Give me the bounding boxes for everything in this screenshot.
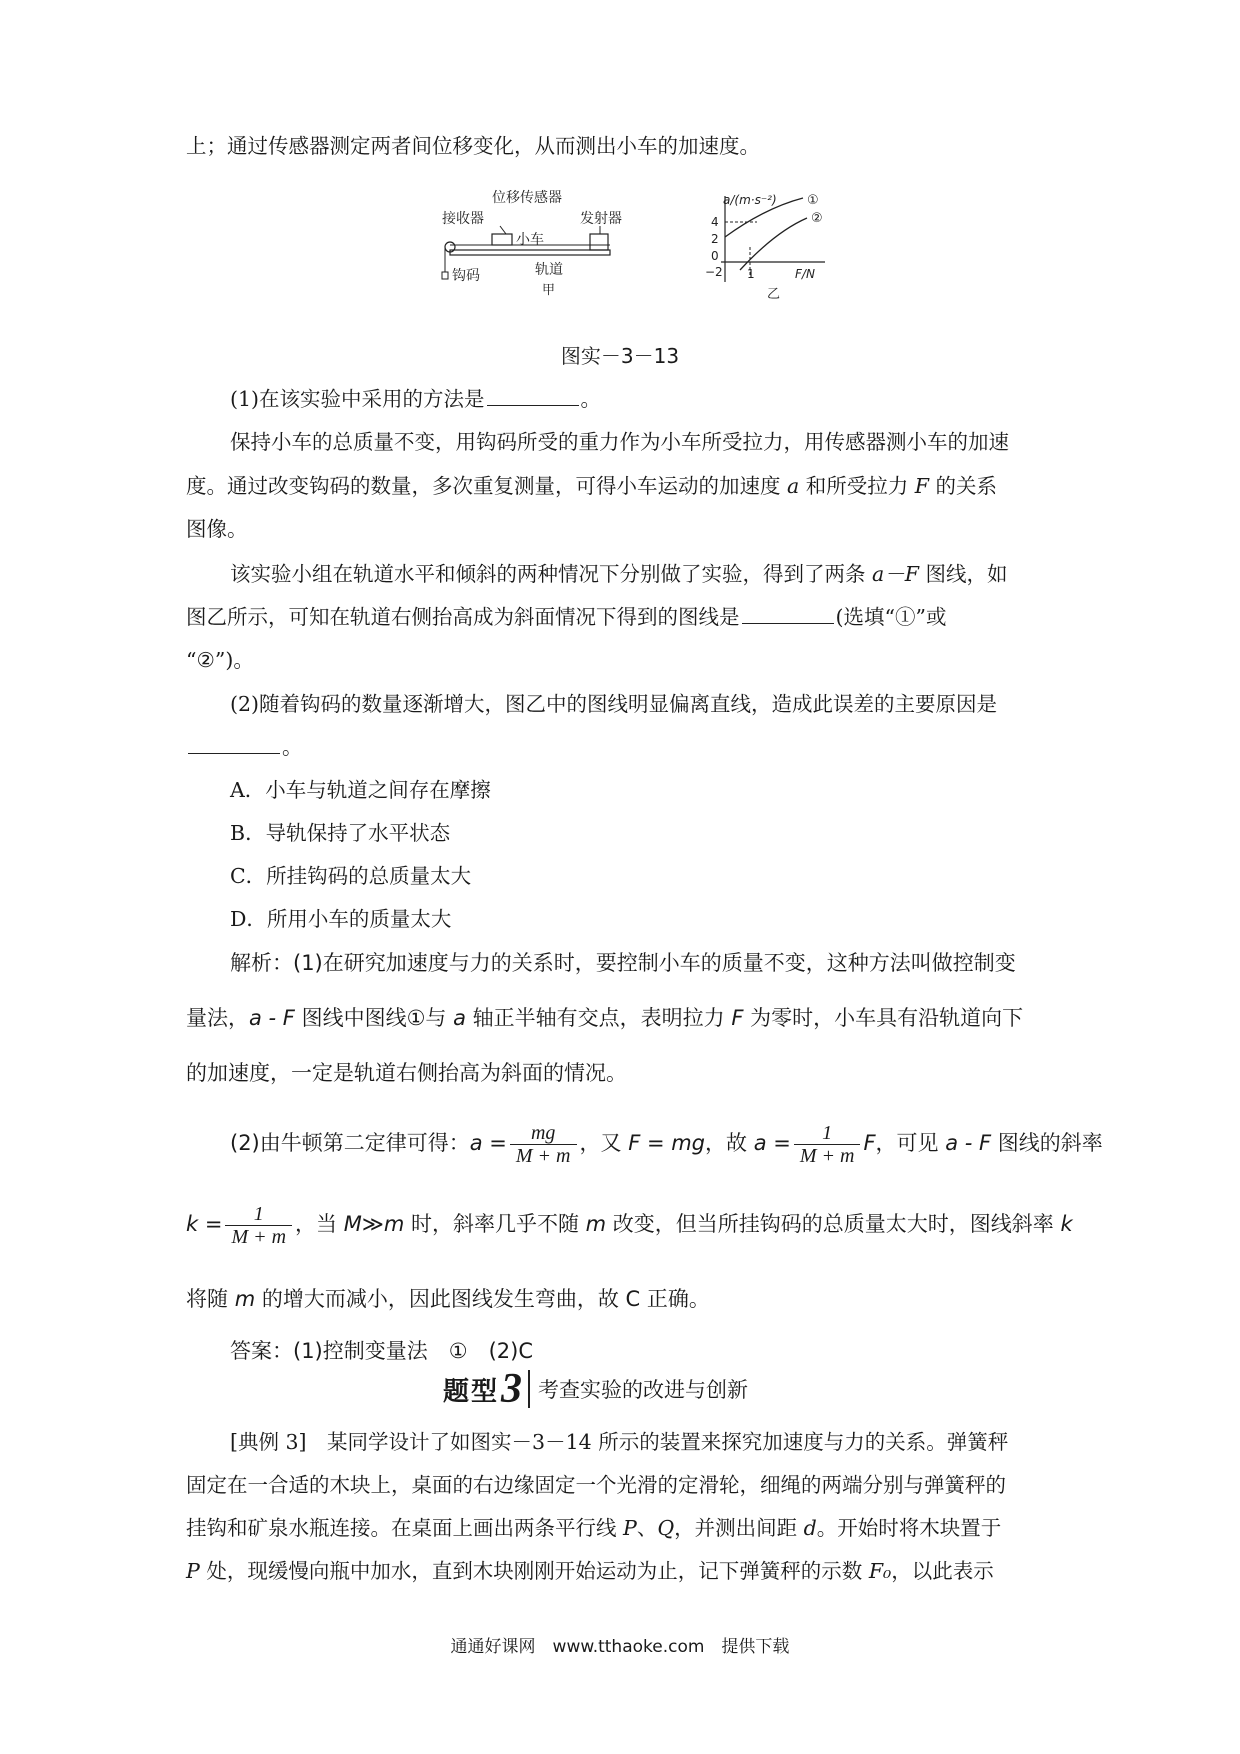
option-d: D．所用小车的质量太大 bbox=[230, 907, 452, 931]
label-track: 轨道 bbox=[535, 262, 563, 278]
solution-line: 解析：(1)在研究加速度与力的关系时，要控制小车的质量不变，这种方法叫做控制变 bbox=[230, 951, 1016, 975]
example-line: [典例 3] 某同学设计了如图实－3－14 所示的装置来探究加速度与力的关系。弹簧秤 bbox=[230, 1430, 1009, 1454]
figure-yi bbox=[695, 192, 845, 304]
fraction: $\frac{1}{M + m}$ bbox=[794, 1122, 861, 1167]
figure-caption: 图实－3－13 bbox=[560, 344, 680, 368]
example-line: 固定在一合适的木块上，桌面的右边缘固定一个光滑的定滑轮，细绳的两端分别与弹簧秤的 bbox=[186, 1473, 1006, 1497]
sub-label-yi: 乙 bbox=[767, 287, 781, 302]
text-line: 上；通过传感器测定两者间位移变化，从而测出小车的加速度。 bbox=[186, 134, 760, 158]
text-line: 度。通过改变钩码的数量，多次重复测量，可得小车运动的加速度 a 和所受拉力 F 的关系 bbox=[186, 474, 998, 498]
tick-0: 0 bbox=[711, 249, 719, 263]
emitter-box bbox=[590, 234, 608, 250]
option-b: B．导轨保持了水平状态 bbox=[230, 821, 451, 845]
tick-4: 4 bbox=[711, 215, 719, 229]
label-receiver: 接收器 bbox=[442, 211, 484, 227]
label-sensor: 位移传感器 bbox=[492, 190, 562, 206]
type-number: 3 bbox=[501, 1366, 523, 1412]
question-1: (1)在该实验中采用的方法是 。 bbox=[230, 387, 602, 411]
answer-blank bbox=[188, 733, 280, 754]
answer-blank bbox=[742, 603, 834, 624]
hook-weight bbox=[442, 272, 448, 279]
text-line: 该实验小组在轨道水平和倾斜的两种情况下分别做了实验，得到了两条 a－F 图线，如 bbox=[230, 562, 1008, 586]
text-line: 保持小车的总质量不变，用钩码所受的重力作为小车所受拉力，用传感器测小车的加速 bbox=[230, 430, 1009, 454]
type-divider bbox=[528, 1370, 530, 1408]
label-hook: 钩码 bbox=[452, 268, 480, 284]
type-title: 考查实验的改进与创新 bbox=[538, 1378, 749, 1402]
solution-line: 量法，a - F 图线中图线①与 a 轴正半轴有交点，表明拉力 F 为零时，小车具有沿轨道向下 bbox=[186, 1006, 1024, 1030]
tick-neg2: −2 bbox=[705, 265, 723, 279]
answer-blank bbox=[487, 385, 579, 406]
label-car: 小车 bbox=[516, 232, 544, 248]
curve-1-label: ① bbox=[807, 193, 819, 208]
tick-2: 2 bbox=[711, 232, 719, 246]
solution-formula-line: k = $\frac{1}{M + m}$ ，当 M≫m 时，斜率几乎不随 m 改变，但当所挂钩码的总质量太大时，图线斜率 k bbox=[186, 1202, 1073, 1248]
footer: 通通好课网 www.tthaoke.com 提供下载 bbox=[450, 1637, 790, 1657]
type-header bbox=[443, 1367, 748, 1411]
example-line: P 处，现缓慢向瓶中加水，直到木块刚刚开始运动为止，记下弹簧秤的示数 F₀，以此表示 bbox=[186, 1559, 994, 1583]
text-line: 。 bbox=[186, 732, 303, 762]
sub-label-jia: 甲 bbox=[542, 283, 556, 298]
track bbox=[450, 250, 610, 255]
text-line: 图乙所示，可知在轨道右侧抬高成为斜面情况下得到的图线是 (选填“①”或 bbox=[186, 605, 947, 629]
solution-formula-line: (2)由牛顿第二定律可得：a = $\frac{mg}{M + m}$ ，又 F = mg，故 a = $\frac{1}{M + m}$ F，可见 a - F 图线的斜率 bbox=[230, 1121, 1103, 1167]
answer-line: 答案：(1)控制变量法 ① (2)C bbox=[230, 1339, 533, 1363]
text-line: “②”)。 bbox=[186, 648, 254, 672]
x-axis-label: F/N bbox=[795, 267, 815, 281]
curve-2-label: ② bbox=[811, 211, 823, 226]
label-emitter: 发射器 bbox=[580, 211, 622, 227]
option-c: C．所挂钩码的总质量太大 bbox=[230, 864, 472, 888]
solution-line: 将随 m 的增大而减小，因此图线发生弯曲，故 C 正确。 bbox=[186, 1287, 710, 1311]
fraction: $\frac{1}{M + m}$ bbox=[225, 1203, 292, 1248]
type-word: 题型 bbox=[443, 1376, 500, 1407]
receiver-box bbox=[492, 234, 512, 245]
question-2: (2)随着钩码的数量逐渐增大，图乙中的图线明显偏离直线，造成此误差的主要原因是 bbox=[230, 692, 998, 716]
tick-x1: 1 bbox=[747, 267, 755, 281]
figure-jia bbox=[440, 188, 660, 298]
text-line: 图像。 bbox=[186, 517, 248, 541]
fraction: $\frac{mg}{M + m}$ bbox=[510, 1122, 577, 1167]
example-line: 挂钩和矿泉水瓶连接。在桌面上画出两条平行线 P、Q，并测出间距 d。开始时将木块置于 bbox=[186, 1516, 1002, 1540]
y-axis-label: a/(m·s⁻²) bbox=[723, 193, 777, 207]
option-a: A．小车与轨道之间存在摩擦 bbox=[230, 778, 491, 802]
solution-line: 的加速度，一定是轨道右侧抬高为斜面的情况。 bbox=[186, 1061, 627, 1085]
